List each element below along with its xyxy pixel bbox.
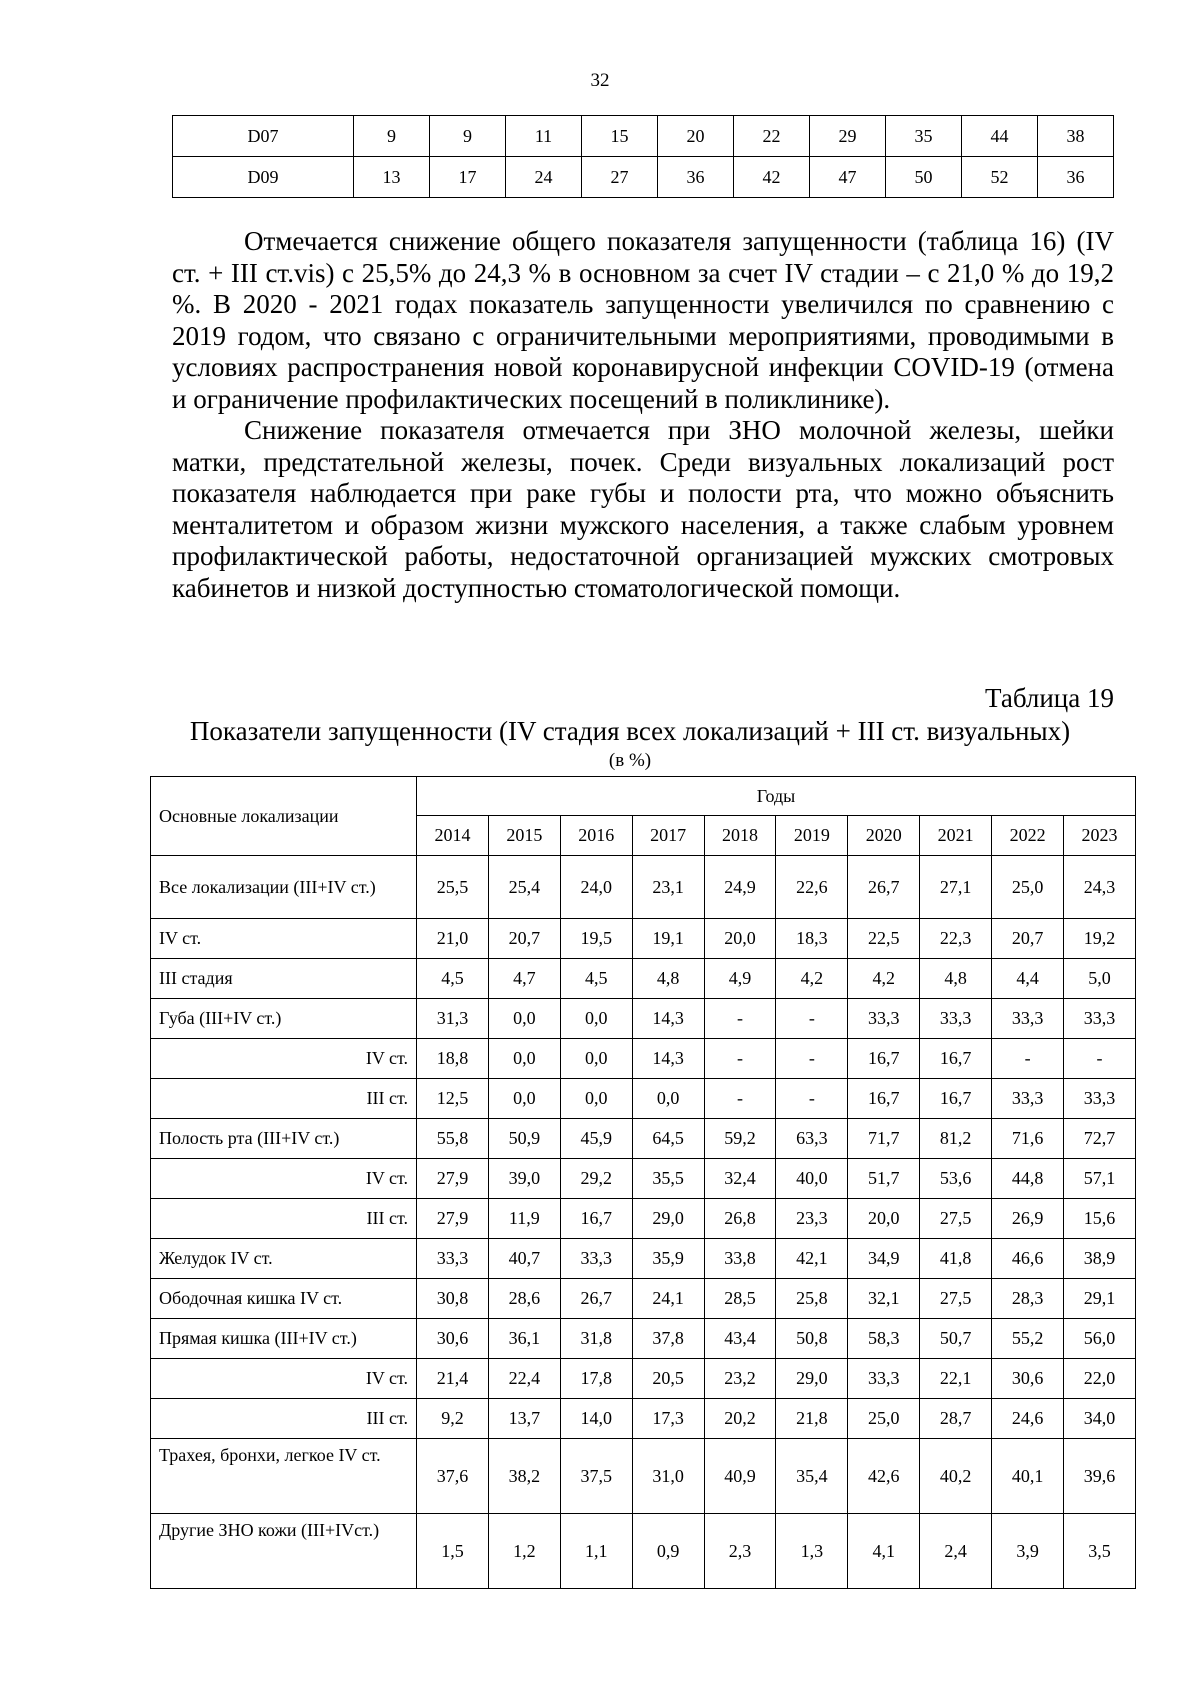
table-cell: 28,7 xyxy=(920,1399,992,1439)
table-cell: 26,9 xyxy=(992,1199,1064,1239)
table-cell: 30,6 xyxy=(992,1359,1064,1399)
table-row xyxy=(151,1039,1136,1079)
table-cell: 43,4 xyxy=(704,1319,776,1359)
table-cell: 19,1 xyxy=(632,919,704,959)
table-cell: 27 xyxy=(582,157,658,198)
table-unit: (в %) xyxy=(608,750,652,771)
table-cell: 16,7 xyxy=(560,1199,632,1239)
year-header: 2023 xyxy=(1064,816,1136,856)
table-cell: 37,8 xyxy=(632,1319,704,1359)
table-cell: 4,8 xyxy=(920,959,992,999)
table-cell: 21,0 xyxy=(417,919,489,959)
table-cell: 42 xyxy=(734,157,810,198)
row-label: III ст. xyxy=(151,1199,417,1239)
table-cell: 44 xyxy=(962,116,1038,157)
table-cell: 37,5 xyxy=(560,1439,632,1514)
table-cell: 36 xyxy=(658,157,734,198)
table-cell: 22,4 xyxy=(488,1359,560,1399)
table-cell: - xyxy=(704,1079,776,1119)
table-row xyxy=(151,1279,1136,1319)
table-cell: 0,0 xyxy=(488,1079,560,1119)
table-row xyxy=(151,1359,1136,1399)
table-cell: 17,8 xyxy=(560,1359,632,1399)
table-cell: 33,3 xyxy=(848,999,920,1039)
table-cell: 20,5 xyxy=(632,1359,704,1399)
table-cell: 55,8 xyxy=(417,1119,489,1159)
table-cell: 57,1 xyxy=(1064,1159,1136,1199)
table-row xyxy=(151,856,1136,919)
year-header: 2019 xyxy=(776,816,848,856)
table-cell: 20,0 xyxy=(704,919,776,959)
table-cell: 4,9 xyxy=(704,959,776,999)
table-cell: 0,0 xyxy=(560,999,632,1039)
table-cell: 22,1 xyxy=(920,1359,992,1399)
table-cell: 27,9 xyxy=(417,1159,489,1199)
table-cell: 50,8 xyxy=(776,1319,848,1359)
table-row xyxy=(151,959,1136,999)
table-cell: 63,3 xyxy=(776,1119,848,1159)
row-label: Губа (III+IV ст.) xyxy=(151,999,417,1039)
table-row xyxy=(151,1439,1136,1514)
year-header: 2017 xyxy=(632,816,704,856)
table-cell: 23,1 xyxy=(632,856,704,919)
row-label: IV ст. xyxy=(151,919,417,959)
table-cell: 21,8 xyxy=(776,1399,848,1439)
table-cell: - xyxy=(992,1039,1064,1079)
table-row xyxy=(151,1199,1136,1239)
table-cell: 14,3 xyxy=(632,1039,704,1079)
table-cell: 25,4 xyxy=(488,856,560,919)
table-cell: 2,3 xyxy=(704,1514,776,1589)
table-cell: 29,1 xyxy=(1064,1279,1136,1319)
table-cell: 3,9 xyxy=(992,1514,1064,1589)
table-cell: 14,3 xyxy=(632,999,704,1039)
table-cell: 28,3 xyxy=(992,1279,1064,1319)
table-cell: 17,3 xyxy=(632,1399,704,1439)
table-cell: 22,5 xyxy=(848,919,920,959)
year-header: 2014 xyxy=(417,816,489,856)
table-cell: - xyxy=(776,999,848,1039)
table-cell: 50,9 xyxy=(488,1119,560,1159)
table-cell: 45,9 xyxy=(560,1119,632,1159)
row-label: IV ст. xyxy=(151,1039,417,1079)
table-cell: 24,3 xyxy=(1064,856,1136,919)
row-label: III стадия xyxy=(151,959,417,999)
table-cell: - xyxy=(704,1039,776,1079)
table-cell: 3,5 xyxy=(1064,1514,1136,1589)
table-cell: 1,3 xyxy=(776,1514,848,1589)
row-label: Прямая кишка (III+IV ст.) xyxy=(151,1319,417,1359)
table-label: Таблица 19 xyxy=(985,683,1114,713)
table-cell: 42,1 xyxy=(776,1239,848,1279)
table-cell: 24,0 xyxy=(560,856,632,919)
table-cell: 34,0 xyxy=(1064,1399,1136,1439)
row-label: IV ст. xyxy=(151,1359,417,1399)
table-cell: 25,8 xyxy=(776,1279,848,1319)
year-header: 2020 xyxy=(848,816,920,856)
table-row xyxy=(151,1399,1136,1439)
table-cell: 20,2 xyxy=(704,1399,776,1439)
table-cell: 59,2 xyxy=(704,1119,776,1159)
table-cell: 0,0 xyxy=(560,1039,632,1079)
table-cell: 30,8 xyxy=(417,1279,489,1319)
table-cell: 55,2 xyxy=(992,1319,1064,1359)
table-cell: 1,5 xyxy=(417,1514,489,1589)
row-code: D09 xyxy=(173,157,354,198)
table-cell: 4,2 xyxy=(776,959,848,999)
table-row xyxy=(151,1319,1136,1359)
table-cell: 23,3 xyxy=(776,1199,848,1239)
table-cell: 23,2 xyxy=(704,1359,776,1399)
table-cell: 27,9 xyxy=(417,1199,489,1239)
header-localization: Основные локализации xyxy=(151,777,417,856)
table-cell: 19,2 xyxy=(1064,919,1136,959)
table-cell: 40,2 xyxy=(920,1439,992,1514)
table-cell: 4,8 xyxy=(632,959,704,999)
table-cell: 32,4 xyxy=(704,1159,776,1199)
table-cell: 56,0 xyxy=(1064,1319,1136,1359)
table-cell: 33,3 xyxy=(848,1359,920,1399)
table-cell: 40,1 xyxy=(992,1439,1064,1514)
table-cell: 22,0 xyxy=(1064,1359,1136,1399)
table-row xyxy=(151,1514,1136,1589)
table-cell: 38,9 xyxy=(1064,1239,1136,1279)
table-cell: 40,0 xyxy=(776,1159,848,1199)
table-cell: 20,7 xyxy=(992,919,1064,959)
table-cell: 71,7 xyxy=(848,1119,920,1159)
table-cell: 64,5 xyxy=(632,1119,704,1159)
table-cell: 31,3 xyxy=(417,999,489,1039)
table-cell: 41,8 xyxy=(920,1239,992,1279)
table-cell: 22,3 xyxy=(920,919,992,959)
table-cell: 9,2 xyxy=(417,1399,489,1439)
table-cell: 26,7 xyxy=(560,1279,632,1319)
page-number: 32 xyxy=(590,70,610,91)
table-cell: 24,9 xyxy=(704,856,776,919)
table-cell: 5,0 xyxy=(1064,959,1136,999)
table-cell: 46,6 xyxy=(992,1239,1064,1279)
table-cell: 11 xyxy=(506,116,582,157)
table-cell: 51,7 xyxy=(848,1159,920,1199)
row-label: IV ст. xyxy=(151,1159,417,1199)
table-cell: 25,0 xyxy=(992,856,1064,919)
table-cell: 16,7 xyxy=(848,1039,920,1079)
table-cell: 14,0 xyxy=(560,1399,632,1439)
table-cell: 33,3 xyxy=(1064,999,1136,1039)
table-cell: 33,3 xyxy=(920,999,992,1039)
table-cell: 0,0 xyxy=(560,1079,632,1119)
table-cell: 52 xyxy=(962,157,1038,198)
year-header: 2022 xyxy=(992,816,1064,856)
row-label: Полость рта (III+IV ст.) xyxy=(151,1119,417,1159)
table-cell: 50 xyxy=(886,157,962,198)
table-cell: 0,0 xyxy=(488,999,560,1039)
table-cell: 27,5 xyxy=(920,1199,992,1239)
body-text xyxy=(172,226,1114,604)
table-cell: 11,9 xyxy=(488,1199,560,1239)
table-cell: 33,3 xyxy=(992,1079,1064,1119)
table-cell: 31,0 xyxy=(632,1439,704,1514)
paragraph: Отмечается снижение общего показателя запущенности (таблица 16) (IV ст. + III ст.vis) с 25,5% до 24,3 % в основном за счет IV стадии – с 21,0 % до 19,2 %. В 2020 - 2021 годах показатель запущенности увеличился по сравнению с 2019 годом, что связано с ограничительными мероприятиями, проводимыми в условиях распространения новой коронавирусной инфекции COVID-19 (отмена и ограничение профилактических посещений в поликлинике). xyxy=(172,226,1114,414)
table-cell: 15,6 xyxy=(1064,1199,1136,1239)
table-cell: 35 xyxy=(886,116,962,157)
table-cell: 16,7 xyxy=(920,1079,992,1119)
table-cell: 28,5 xyxy=(704,1279,776,1319)
table-cell: 30,6 xyxy=(417,1319,489,1359)
table-title: Показатели запущенности (IV стадия всех локализаций + III ст. визуальных) xyxy=(189,716,1071,746)
table-cell: 31,8 xyxy=(560,1319,632,1359)
table-cell: 9 xyxy=(430,116,506,157)
year-header: 2015 xyxy=(488,816,560,856)
table-cell: 24,1 xyxy=(632,1279,704,1319)
table-cell: 4,4 xyxy=(992,959,1064,999)
row-code: D07 xyxy=(173,116,354,157)
table-cell: 4,1 xyxy=(848,1514,920,1589)
table-cell: 37,6 xyxy=(417,1439,489,1514)
table-cell: 0,9 xyxy=(632,1514,704,1589)
table-cell: 26,8 xyxy=(704,1199,776,1239)
table-cell: 25,5 xyxy=(417,856,489,919)
table-cell: 18,8 xyxy=(417,1039,489,1079)
table-cell: 81,2 xyxy=(920,1119,992,1159)
year-header: 2021 xyxy=(920,816,992,856)
table-cell: 27,1 xyxy=(920,856,992,919)
table-cell: 0,0 xyxy=(632,1079,704,1119)
table-cell: 34,9 xyxy=(848,1239,920,1279)
table-cell: 22,6 xyxy=(776,856,848,919)
table-cell: 44,8 xyxy=(992,1159,1064,1199)
table-cell: 72,7 xyxy=(1064,1119,1136,1159)
table-cell: 29,2 xyxy=(560,1159,632,1199)
table-cell: 36 xyxy=(1038,157,1114,198)
table-cell: - xyxy=(776,1079,848,1119)
row-label: Трахея, бронхи, легкое IV ст. xyxy=(151,1439,417,1514)
table-row xyxy=(173,157,1114,198)
table-cell: 12,5 xyxy=(417,1079,489,1119)
table-cell: 4,7 xyxy=(488,959,560,999)
table-cell: 22 xyxy=(734,116,810,157)
table-19 xyxy=(150,776,1136,1589)
table-cell: 4,5 xyxy=(560,959,632,999)
table-row xyxy=(151,1079,1136,1119)
table-row xyxy=(173,116,1114,157)
table-cell: 2,4 xyxy=(920,1514,992,1589)
table-cell: 29,0 xyxy=(776,1359,848,1399)
table-cell: 40,9 xyxy=(704,1439,776,1514)
table-cell: 20 xyxy=(658,116,734,157)
header-years: Годы xyxy=(417,777,1136,816)
table-cell: 33,8 xyxy=(704,1239,776,1279)
table-cell: 33,3 xyxy=(560,1239,632,1279)
year-header: 2016 xyxy=(560,816,632,856)
table-cell: 39,6 xyxy=(1064,1439,1136,1514)
table-cell: 36,1 xyxy=(488,1319,560,1359)
table-row xyxy=(151,1159,1136,1199)
table-cell: 38 xyxy=(1038,116,1114,157)
table-cell: 24,6 xyxy=(992,1399,1064,1439)
table-cell: 33,3 xyxy=(1064,1079,1136,1119)
table-cell: 33,3 xyxy=(992,999,1064,1039)
table-cell: 53,6 xyxy=(920,1159,992,1199)
table-row xyxy=(151,999,1136,1039)
table-cell: 15 xyxy=(582,116,658,157)
table-cell: 9 xyxy=(354,116,430,157)
table-row xyxy=(151,1119,1136,1159)
table-cell: - xyxy=(704,999,776,1039)
table-cell: 58,3 xyxy=(848,1319,920,1359)
table-cell: 28,6 xyxy=(488,1279,560,1319)
year-header: 2018 xyxy=(704,816,776,856)
table-cell: 13 xyxy=(354,157,430,198)
table-cell: 29 xyxy=(810,116,886,157)
table-cell: 35,9 xyxy=(632,1239,704,1279)
table-cell: 4,5 xyxy=(417,959,489,999)
table-cell: 29,0 xyxy=(632,1199,704,1239)
table-cell: 19,5 xyxy=(560,919,632,959)
table-cell: 27,5 xyxy=(920,1279,992,1319)
table-cell: 1,2 xyxy=(488,1514,560,1589)
table-cell: - xyxy=(1064,1039,1136,1079)
continued-table xyxy=(172,115,1114,198)
table-cell: 33,3 xyxy=(417,1239,489,1279)
table-cell: 16,7 xyxy=(848,1079,920,1119)
table-cell: 25,0 xyxy=(848,1399,920,1439)
table-cell: 39,0 xyxy=(488,1159,560,1199)
table-cell: 20,7 xyxy=(488,919,560,959)
table-cell: 35,5 xyxy=(632,1159,704,1199)
table-cell: 38,2 xyxy=(488,1439,560,1514)
table-cell: 20,0 xyxy=(848,1199,920,1239)
row-label: Все локализации (III+IV ст.) xyxy=(151,856,417,919)
table-cell: 4,2 xyxy=(848,959,920,999)
table-cell: 16,7 xyxy=(920,1039,992,1079)
table-cell: 42,6 xyxy=(848,1439,920,1514)
table-cell: 71,6 xyxy=(992,1119,1064,1159)
table-cell: 21,4 xyxy=(417,1359,489,1399)
table-cell: 17 xyxy=(430,157,506,198)
table-cell: 26,7 xyxy=(848,856,920,919)
table-cell: 13,7 xyxy=(488,1399,560,1439)
table-cell: - xyxy=(776,1039,848,1079)
table-cell: 40,7 xyxy=(488,1239,560,1279)
row-label: Желудок IV ст. xyxy=(151,1239,417,1279)
table-cell: 32,1 xyxy=(848,1279,920,1319)
table-cell: 50,7 xyxy=(920,1319,992,1359)
table-cell: 0,0 xyxy=(488,1039,560,1079)
row-label: III ст. xyxy=(151,1079,417,1119)
paragraph: Снижение показателя отмечается при ЗНО молочной железы, шейки матки, предстательной железы, почек. Среди визуальных локализаций рост показателя наблюдается при раке губы и полости рта, что можно объяснить менталитетом и образом жизни мужского населения, а также слабым уровнем профилактической работы, недостаточной организацией мужских смотровых кабинетов и низкой доступностью стоматологической помощи. xyxy=(172,415,1114,603)
table-cell: 1,1 xyxy=(560,1514,632,1589)
table-cell: 35,4 xyxy=(776,1439,848,1514)
table-row xyxy=(151,1239,1136,1279)
row-label: Другие ЗНО кожи (III+IVст.) xyxy=(151,1514,417,1589)
table-cell: 47 xyxy=(810,157,886,198)
table-row xyxy=(151,919,1136,959)
row-label: Ободочная кишка IV ст. xyxy=(151,1279,417,1319)
table-cell: 24 xyxy=(506,157,582,198)
table-cell: 18,3 xyxy=(776,919,848,959)
row-label: III ст. xyxy=(151,1399,417,1439)
